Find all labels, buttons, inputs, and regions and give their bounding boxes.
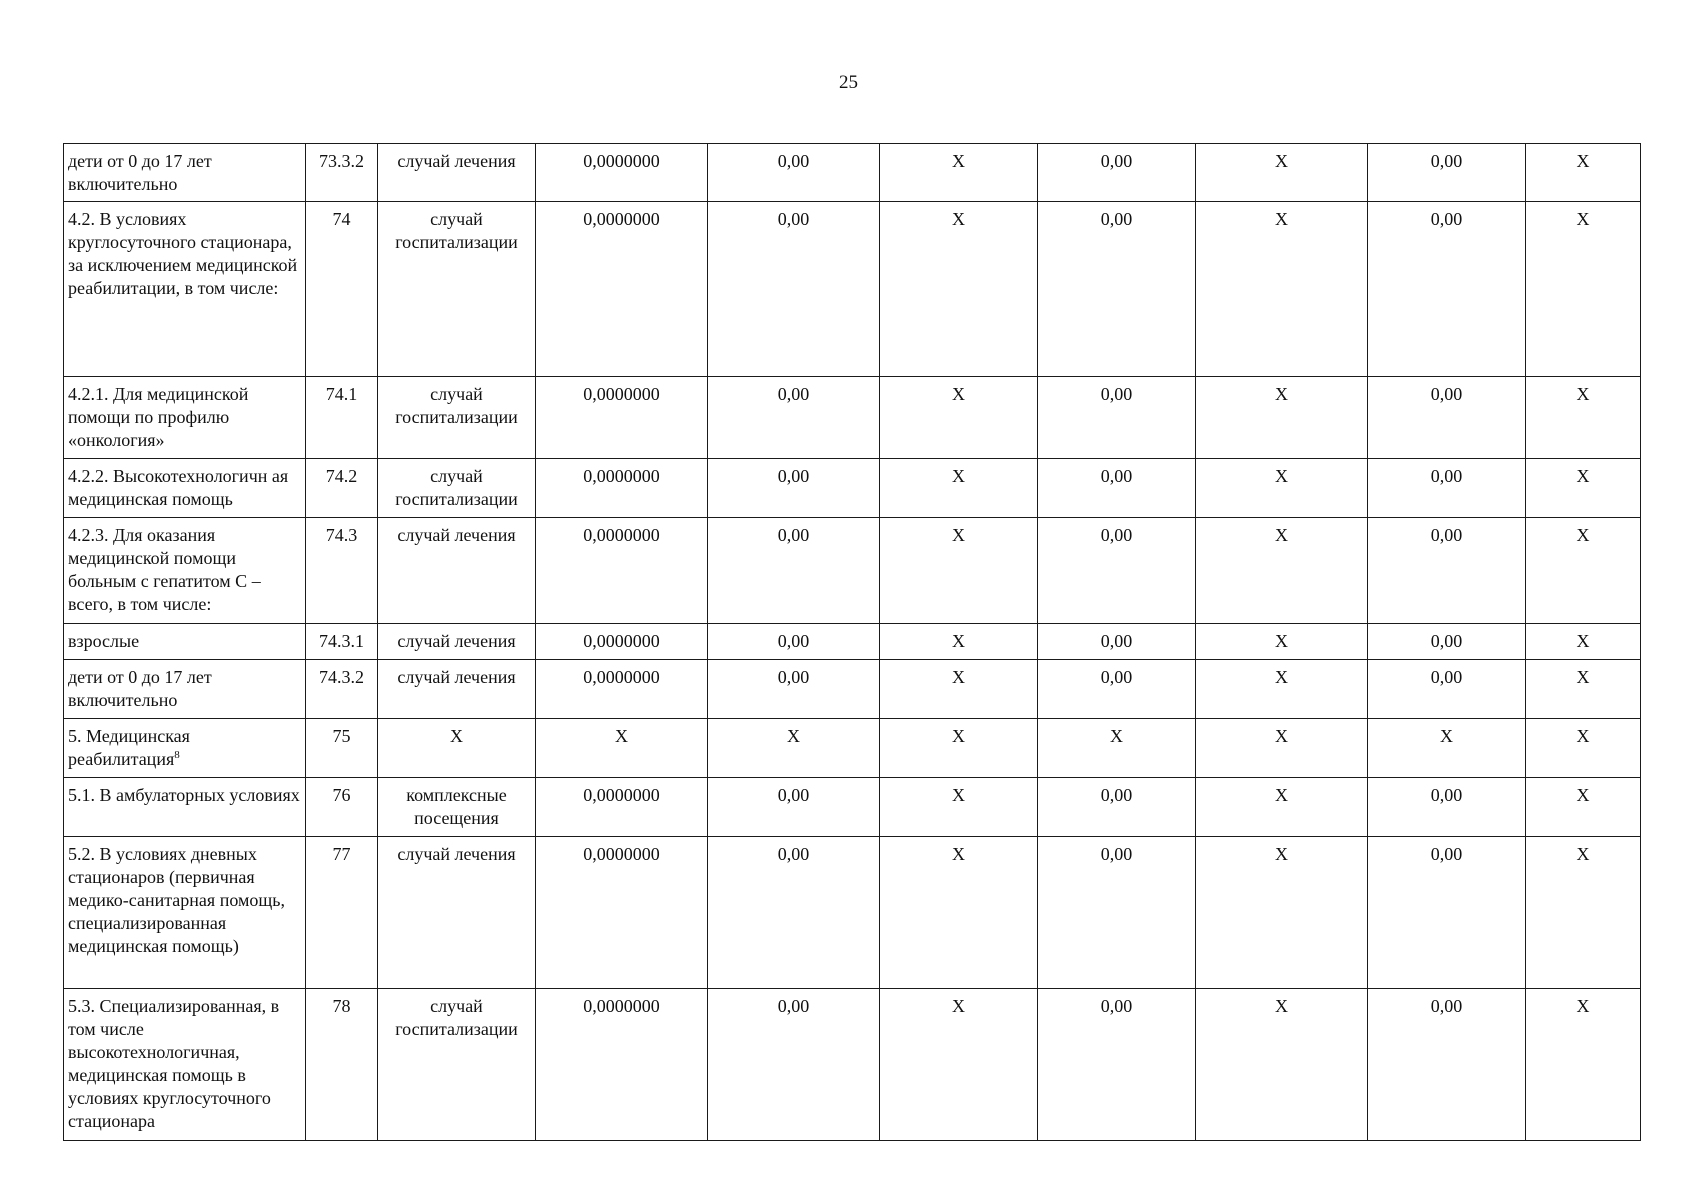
row-code: 74 [306, 202, 378, 377]
row-unit: случай госпитализации [378, 377, 536, 459]
row-unit: случай лечения [378, 624, 536, 660]
row-rate: 0,0000000 [536, 624, 708, 660]
row-rate: 0,0000000 [536, 202, 708, 377]
row-code: 73.3.2 [306, 144, 378, 202]
row-value: 0,00 [708, 837, 880, 989]
row-value: 0,00 [1038, 518, 1196, 624]
table-row [64, 989, 1641, 1141]
row-value: 0,00 [1038, 144, 1196, 202]
row-unit: случай лечения [378, 660, 536, 719]
row-unit: случай госпитализации [378, 202, 536, 377]
row-value: X [1196, 144, 1368, 202]
row-value: X [1196, 989, 1368, 1141]
row-value: 0,00 [708, 660, 880, 719]
row-code: 74.3 [306, 518, 378, 624]
row-value: X [880, 202, 1038, 377]
row-value: X [1038, 719, 1196, 778]
row-value: X [880, 624, 1038, 660]
row-value: X [880, 837, 1038, 989]
row-value: 0,00 [1368, 989, 1526, 1141]
row-value: X [880, 778, 1038, 837]
table-row [64, 624, 1641, 660]
row-value: 0,00 [1038, 660, 1196, 719]
row-name: 4.2.1. Для медицинской помощи по профилю «онкология» [64, 377, 306, 459]
row-rate: 0,0000000 [536, 144, 708, 202]
row-rate: 0,0000000 [536, 778, 708, 837]
row-rate: 0,0000000 [536, 459, 708, 518]
row-value: 0,00 [1368, 624, 1526, 660]
row-value: 0,00 [1368, 459, 1526, 518]
row-value: X [880, 144, 1038, 202]
row-value: X [1526, 202, 1641, 377]
row-value: 0,00 [1368, 778, 1526, 837]
row-value: 0,00 [1368, 144, 1526, 202]
row-name: 4.2.3. Для оказания медицинской помощи больным с гепатитом С – всего, в том числе: [64, 518, 306, 624]
row-value: 0,00 [1038, 837, 1196, 989]
row-name: дети от 0 до 17 лет включительно [64, 660, 306, 719]
row-rate: 0,0000000 [536, 660, 708, 719]
row-value: X [880, 377, 1038, 459]
row-value: X [1196, 518, 1368, 624]
row-rate: 0,0000000 [536, 377, 708, 459]
row-value: X [1526, 837, 1641, 989]
row-value: X [1196, 459, 1368, 518]
row-value: X [880, 719, 1038, 778]
row-value: X [1526, 459, 1641, 518]
row-name: 5.1. В амбулаторных условиях [64, 778, 306, 837]
row-value: 0,00 [1038, 624, 1196, 660]
row-value: X [1526, 989, 1641, 1141]
row-rate: X [536, 719, 708, 778]
row-value: X [1368, 719, 1526, 778]
page-number: 25 [839, 72, 858, 93]
row-value: 0,00 [708, 624, 880, 660]
row-value: X [880, 989, 1038, 1141]
row-value: X [1526, 778, 1641, 837]
row-value: 0,00 [708, 202, 880, 377]
row-rate: 0,0000000 [536, 837, 708, 989]
row-value: X [1526, 624, 1641, 660]
row-unit: случай госпитализации [378, 989, 536, 1141]
row-code: 75 [306, 719, 378, 778]
row-code: 77 [306, 837, 378, 989]
table-row [64, 837, 1641, 989]
row-value: 0,00 [708, 989, 880, 1141]
row-value: X [1526, 144, 1641, 202]
table-row [64, 377, 1641, 459]
row-value: X [1196, 624, 1368, 660]
row-name: 4.2. В условиях круглосуточного стационара, за исключением медицинской реабилитации, в том числе: [64, 202, 306, 377]
row-value: X [1526, 518, 1641, 624]
row-value: X [1526, 660, 1641, 719]
row-value: X [880, 660, 1038, 719]
row-value: 0,00 [1368, 837, 1526, 989]
footnote-marker: 8 [174, 749, 180, 761]
row-rate: 0,0000000 [536, 518, 708, 624]
row-value: X [1196, 719, 1368, 778]
row-value: X [1196, 660, 1368, 719]
row-code: 74.3.2 [306, 660, 378, 719]
row-value: 0,00 [708, 459, 880, 518]
row-unit: случай лечения [378, 144, 536, 202]
row-name: дети от 0 до 17 лет включительно [64, 144, 306, 202]
row-value: 0,00 [1368, 202, 1526, 377]
row-value: 0,00 [1038, 377, 1196, 459]
row-value: X [1196, 377, 1368, 459]
row-value: X [880, 459, 1038, 518]
row-value: 0,00 [1038, 459, 1196, 518]
row-value: 0,00 [708, 778, 880, 837]
row-rate: 0,0000000 [536, 989, 708, 1141]
row-unit: X [378, 719, 536, 778]
row-name: 5. Медицинская реабилитация$^8$ [64, 719, 306, 778]
row-name: 4.2.2. Высокотехнологичн ая медицинская помощь [64, 459, 306, 518]
row-value: X [1196, 202, 1368, 377]
row-name: 5.2. В условиях дневных стационаров (первичная медико-санитарная помощь, специализированная медицинская помощь) [64, 837, 306, 989]
row-unit: случай госпитализации [378, 459, 536, 518]
row-code: 74.3.1 [306, 624, 378, 660]
row-value: 0,00 [708, 144, 880, 202]
row-unit: случай лечения [378, 518, 536, 624]
table-row [64, 518, 1641, 624]
table-row [64, 459, 1641, 518]
row-value: 0,00 [1368, 660, 1526, 719]
row-value: X [1526, 719, 1641, 778]
data-table [63, 143, 1641, 1141]
row-name: взрослые [64, 624, 306, 660]
row-value: X [880, 518, 1038, 624]
row-value: X [1196, 837, 1368, 989]
table-row [64, 660, 1641, 719]
row-unit: комплексные посещения [378, 778, 536, 837]
row-code: 74.2 [306, 459, 378, 518]
row-code: 76 [306, 778, 378, 837]
row-value: 0,00 [1368, 518, 1526, 624]
row-value: 0,00 [1038, 778, 1196, 837]
table-row [64, 144, 1641, 202]
row-value: X [708, 719, 880, 778]
row-value: 0,00 [1038, 989, 1196, 1141]
row-value: 0,00 [1038, 202, 1196, 377]
row-value: 0,00 [1368, 377, 1526, 459]
row-unit: случай лечения [378, 837, 536, 989]
table-row [64, 719, 1641, 778]
row-value: 0,00 [708, 377, 880, 459]
table-row [64, 778, 1641, 837]
row-value: X [1196, 778, 1368, 837]
row-value: X [1526, 377, 1641, 459]
table-row [64, 202, 1641, 377]
row-code: 78 [306, 989, 378, 1141]
row-value: 0,00 [708, 518, 880, 624]
row-name: 5.3. Специализированная, в том числе высокотехнологичная, медицинская помощь в условиях круглосуточного стационара [64, 989, 306, 1141]
row-code: 74.1 [306, 377, 378, 459]
